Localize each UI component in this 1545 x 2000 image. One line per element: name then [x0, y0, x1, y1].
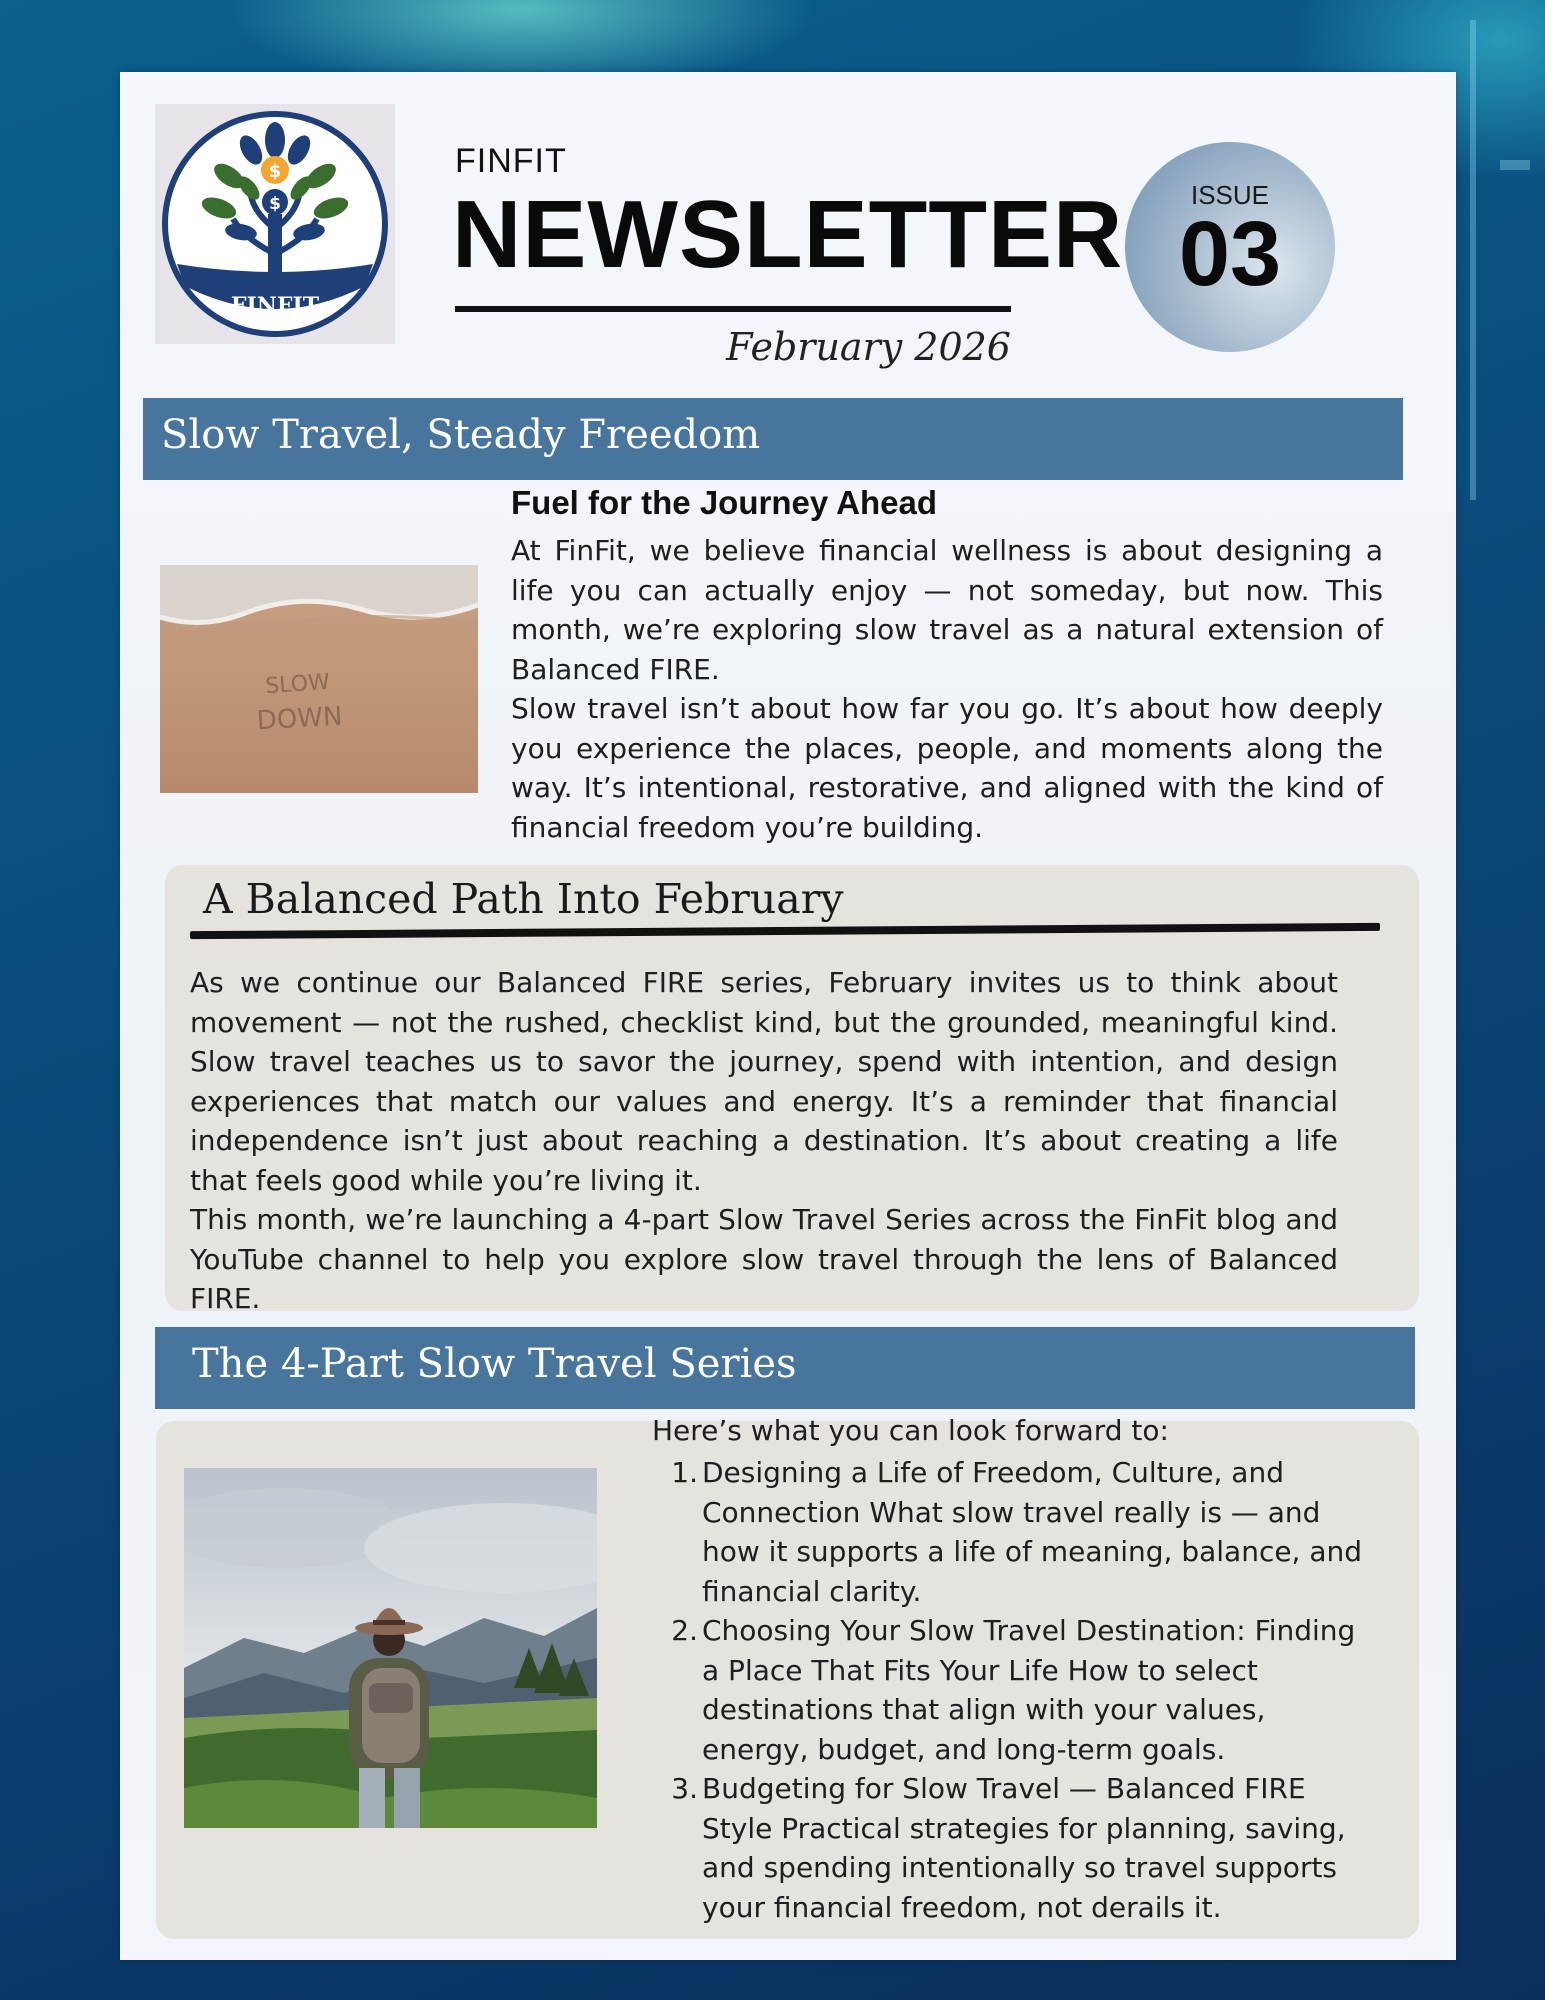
list-item: 1. Designing a Life of Freedom, Culture, and Connection What slow travel really is — and how it supports a life of meaning, balance, and financial clarity.: [671, 1456, 1363, 1608]
title-divider: [455, 306, 1011, 312]
money-tree-icon: [155, 104, 395, 344]
issue-badge: [1125, 142, 1335, 352]
series-list: [652, 1453, 1372, 1927]
card-heading: A Balanced Path Into February: [203, 875, 844, 923]
card-text: [190, 963, 1338, 1319]
banner-title: Slow Travel, Steady Freedom: [161, 412, 761, 458]
balanced-path-card: [165, 865, 1419, 1315]
intro-paragraph-1: At FinFit, we believe financial wellness is about designing a life you can actually enjoy — not someday, but now. This month, we’re exploring slow travel as a natural extension of Balanced FIRE.: [511, 534, 1383, 686]
background-decoration: [1470, 20, 1476, 500]
banner-title: The 4-Part Slow Travel Series: [192, 1341, 797, 1387]
card-paragraph-2: This month, we’re launching a 4-part Slow Travel Series across the FinFit blog and YouTube channel to help you explore slow travel through the lens of Balanced FIRE.: [190, 1203, 1338, 1315]
svg-text:SLOW: SLOW: [264, 669, 331, 700]
background-decoration: [1500, 160, 1530, 170]
intro-paragraph-2: Slow travel isn’t about how far you go. It’s about how deeply you experience the places, people, and moments along the way. It’s intentional, restorative, and aligned with the kind of financial freedom you’re building.: [511, 692, 1383, 844]
brand-name: FINFIT: [455, 142, 567, 180]
heading-underline: [190, 923, 1380, 939]
svg-text:$: $: [268, 161, 282, 182]
svg-text:DOWN: DOWN: [256, 701, 344, 737]
beach-slow-down-photo: [160, 565, 478, 793]
card-paragraph-1: As we continue our Balanced FIRE series, February invites us to think about movement — not the rushed, checklist kind, but the grounded, meaningful kind. Slow travel teaches us to savor the journey, spend with intention, and design experiences that match our values and energy. It’s a reminder that financial independence isn’t just about reaching a destination. It’s about creating a life that feels good while you’re living it.: [190, 966, 1338, 1197]
section-banner-series: [155, 1327, 1415, 1409]
newsletter-page: [120, 72, 1456, 1960]
svg-text:FINFIT: FINFIT: [230, 293, 320, 319]
svg-text:$: $: [269, 194, 281, 214]
hiker-mountain-photo: [184, 1468, 597, 1828]
newsletter-title: NEWSLETTER: [452, 181, 1124, 288]
intro-text: [511, 531, 1383, 847]
series-intro: Here’s what you can look forward to:: [652, 1414, 1169, 1447]
section-subheading: Fuel for the Journey Ahead: [511, 484, 938, 521]
finfit-logo: [155, 104, 395, 344]
list-item: 2. Choosing Your Slow Travel Destination: Finding a Place That Fits Your Life How to select destinations that align with your values, energy, budget, and long-term goals.: [671, 1614, 1356, 1766]
issue-number: 03: [1178, 203, 1282, 305]
list-item: 3. Budgeting for Slow Travel — Balanced FIRE Style Practical strategies for planning, saving, and spending intentionally so travel supports your financial freedom, not derails it.: [671, 1772, 1346, 1924]
section-banner-slow-travel: [143, 398, 1403, 480]
issue-label: ISSUE: [1190, 180, 1270, 210]
issue-date: February 2026: [726, 325, 1011, 369]
